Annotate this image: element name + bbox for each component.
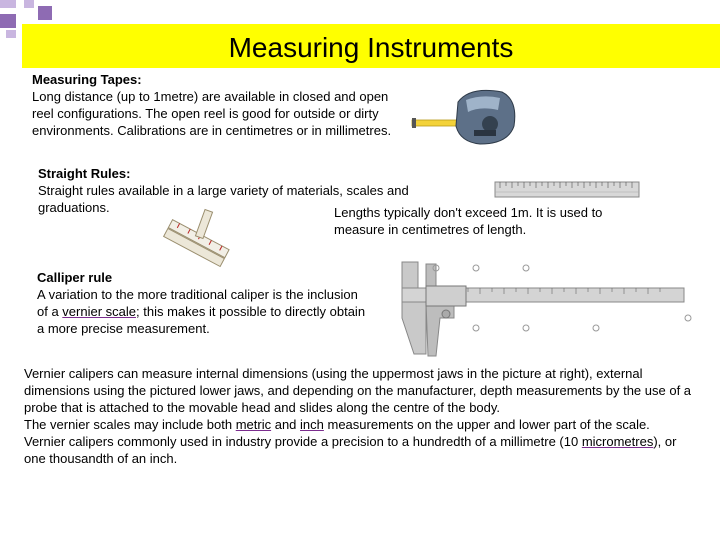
rules-section-right bbox=[334, 204, 634, 238]
calliper-line-2-start: of a bbox=[37, 304, 63, 319]
vernier-p3 bbox=[24, 433, 694, 467]
vernier-caliper-image bbox=[396, 258, 696, 358]
tapes-body: Long distance (up to 1metre) are available in closed and open reel configurations. The open reel is good for outside or dirty environments. Calibrations are in centimetres or in millimetres. bbox=[32, 89, 392, 138]
rules-heading: Straight Rules: bbox=[38, 166, 131, 181]
calliper-line-1: A variation to the more traditional caliper is the inclusion bbox=[37, 287, 358, 302]
vernier-p1: Vernier calipers can measure internal dimensions (using the uppermost jaws in the picture at right), external dimensions using the pictured lower jaws, and depending on the manufacturer, depth measurements by the use of a probe that is attached to the movable head and slides along the centre of the body. bbox=[24, 366, 692, 415]
calliper-line-2-end: ; this makes it possible to directly obtain bbox=[136, 304, 366, 319]
tape-measure-image bbox=[410, 82, 520, 152]
metric-link[interactable]: metric bbox=[235, 417, 272, 432]
vernier-p3-start: Vernier calipers commonly used in industry provide a precision to a hundredth of a millimetre (10 bbox=[24, 434, 582, 449]
vernier-p2-start: The vernier scales may include both bbox=[24, 417, 236, 432]
rules-line-1: Straight rules available in a large variety of materials, scales and bbox=[38, 183, 409, 198]
vernier-paragraph bbox=[24, 365, 694, 467]
slide-title: Measuring Instruments bbox=[228, 32, 514, 63]
folding-rule-image bbox=[160, 208, 236, 272]
rules-line-2: graduations. bbox=[38, 200, 110, 215]
rules-line-4: measure in centimetres of length. bbox=[334, 222, 527, 237]
tapes-heading: Measuring Tapes: bbox=[32, 72, 142, 87]
calliper-line-2 bbox=[37, 303, 407, 320]
calliper-section bbox=[37, 269, 407, 337]
calliper-heading: Calliper rule bbox=[37, 270, 113, 285]
steel-rule-image bbox=[494, 180, 640, 200]
vernier-scale-link[interactable]: vernier scale bbox=[62, 304, 136, 319]
inch-link[interactable]: inch bbox=[300, 417, 324, 432]
vernier-p3-end: ), or one thousandth of an inch. bbox=[24, 434, 677, 466]
calliper-line-3: a more precise measurement. bbox=[37, 321, 210, 336]
vernier-p2-and: and bbox=[271, 417, 301, 432]
vernier-p2 bbox=[24, 416, 694, 433]
micrometres-link[interactable]: micrometres bbox=[581, 434, 654, 449]
rules-line-3: Lengths typically don't exceed 1m. It is used to bbox=[334, 205, 603, 220]
tapes-section bbox=[32, 71, 404, 139]
vernier-p2-end: measurements on the upper and lower part of the scale. bbox=[323, 417, 650, 432]
